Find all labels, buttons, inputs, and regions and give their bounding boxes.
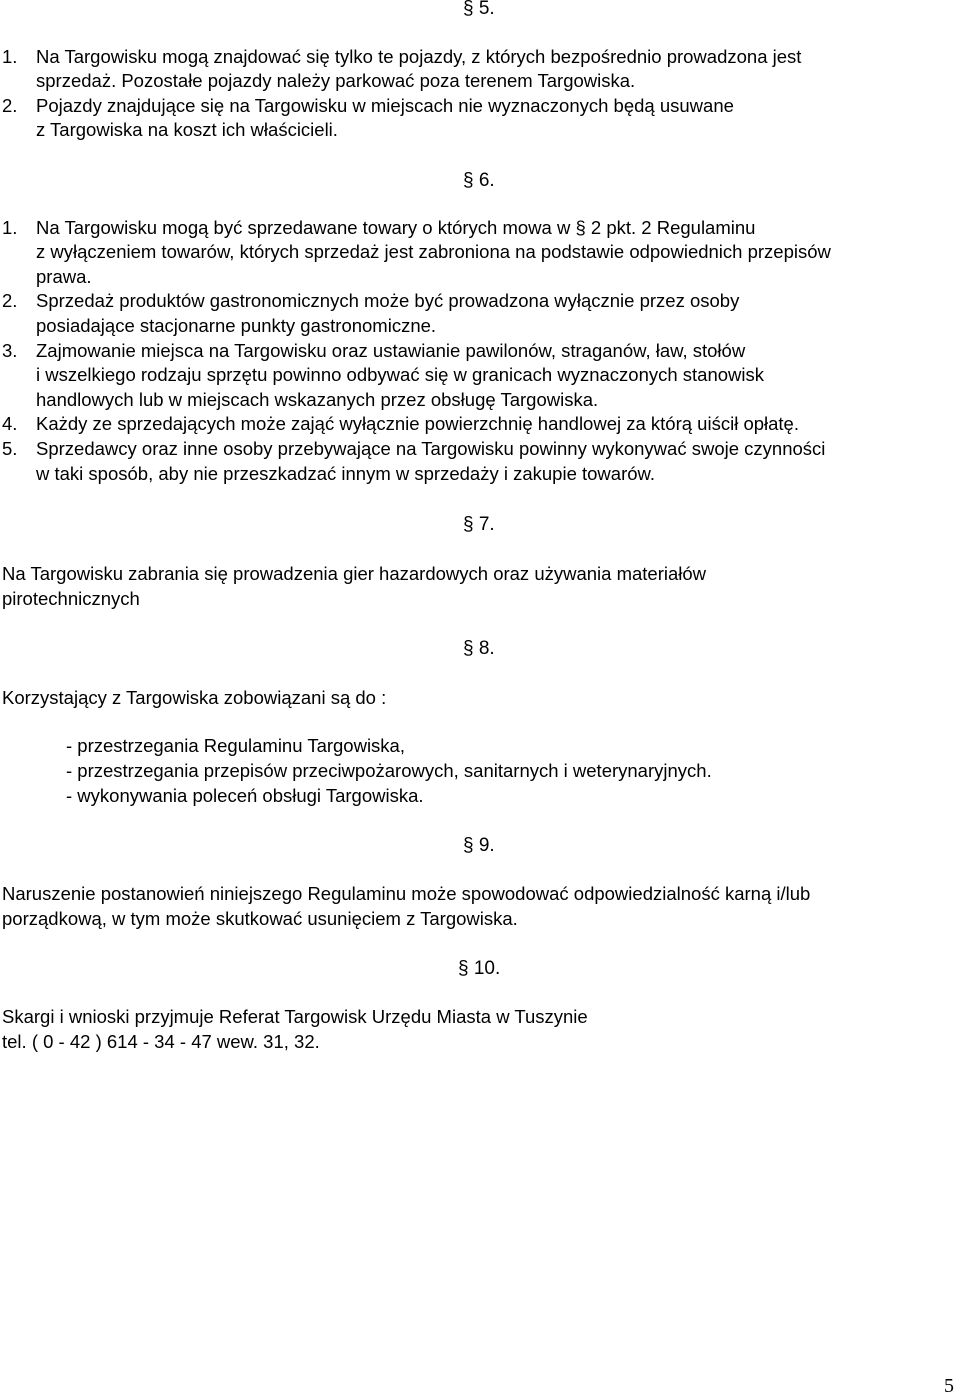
s8-list-item-2: - przestrzegania przepisów przeciwpożarowych, sanitarnych i weterynaryjnych. (66, 760, 712, 781)
s8-intro: Korzystający z Targowiska zobowiązani są do : (2, 687, 387, 708)
s5-item-2-line-1: Pojazdy znajdujące się na Targowisku w miejscach nie wyznaczonych będą usuwane (36, 95, 734, 116)
s6-item-1-line-1: Na Targowisku mogą być sprzedawane towary o których mowa w § 2 pkt. 2 Regulaminu (36, 217, 756, 238)
s6-item-3-line-1: Zajmowanie miejsca na Targowisku oraz ustawianie pawilonów, straganów, ław, stołów (36, 340, 746, 361)
s7-line-1: Na Targowisku zabrania się prowadzenia gier hazardowych oraz używania materiałów (2, 563, 707, 584)
section-5-heading: § 5. (463, 0, 495, 19)
page-number: 5 (944, 1375, 954, 1397)
s5-item-1-line-1: Na Targowisku mogą znajdować się tylko te pojazdy, z których bezpośrednio prowadzona jest (36, 46, 802, 67)
section-6-heading: § 6. (463, 170, 495, 191)
s6-item-2-line-2: posiadające stacjonarne punkty gastronomiczne. (36, 315, 437, 336)
s9-line-2: porządkową, w tym może skutkować usunięciem z Targowiska. (2, 908, 518, 929)
section-9-heading: § 9. (463, 835, 495, 856)
s6-item-5-number: 5. (2, 438, 18, 459)
s7-line-2: pirotechnicznych (2, 588, 140, 609)
section-10-heading: § 10. (458, 958, 501, 979)
s10-line-1: Skargi i wnioski przyjmuje Referat Targowisk Urzędu Miasta w Tuszynie (2, 1006, 588, 1027)
s6-item-2-line-1: Sprzedaż produktów gastronomicznych może być prowadzona wyłącznie przez osoby (36, 290, 740, 311)
section-7-heading: § 7. (463, 514, 495, 535)
s9-line-1: Naruszenie postanowień niniejszego Regulaminu może spowodować odpowiedzialność karną i/lub (2, 883, 811, 904)
s8-list-item-3: - wykonywania poleceń obsługi Targowiska. (66, 785, 424, 806)
s5-item-2-line-2: z Targowiska na koszt ich właścicieli. (36, 119, 338, 140)
s6-item-1-line-2: z wyłączeniem towarów, których sprzedaż jest zabroniona na podstawie odpowiednich przepisów (36, 241, 831, 262)
s6-item-4-line-1: Każdy ze sprzedających może zająć wyłącznie powierzchnię handlowej za którą uiścił opłatę. (36, 413, 799, 434)
s5-item-1-number: 1. (2, 46, 18, 67)
s5-item-1-line-2: sprzedaż. Pozostałe pojazdy należy parkować poza terenem Targowiska. (36, 70, 636, 91)
s6-item-1-number: 1. (2, 217, 18, 238)
s6-item-5-line-2: w taki sposób, aby nie przeszkadzać innym w sprzedaży i zakupie towarów. (36, 463, 656, 484)
s6-item-3-line-2: i wszelkiego rodzaju sprzętu powinno odbywać się w granicach wyznaczonych stanowisk (36, 364, 765, 385)
s6-item-1-line-3: prawa. (36, 266, 92, 287)
section-8-heading: § 8. (463, 638, 495, 659)
s6-item-3-number: 3. (2, 340, 18, 361)
s5-item-2-number: 2. (2, 95, 18, 116)
s6-item-2-number: 2. (2, 290, 18, 311)
s6-item-5-line-1: Sprzedawcy oraz inne osoby przebywające na Targowisku powinny wykonywać swoje czynności (36, 438, 826, 459)
s8-list-item-1: - przestrzegania Regulaminu Targowiska, (66, 735, 405, 756)
s6-item-3-line-3: handlowych lub w miejscach wskazanych przez obsługę Targowiska. (36, 389, 599, 410)
s10-line-2: tel. ( 0 - 42 ) 614 - 34 - 47 wew. 31, 32. (2, 1031, 320, 1052)
s6-item-4-number: 4. (2, 413, 18, 434)
